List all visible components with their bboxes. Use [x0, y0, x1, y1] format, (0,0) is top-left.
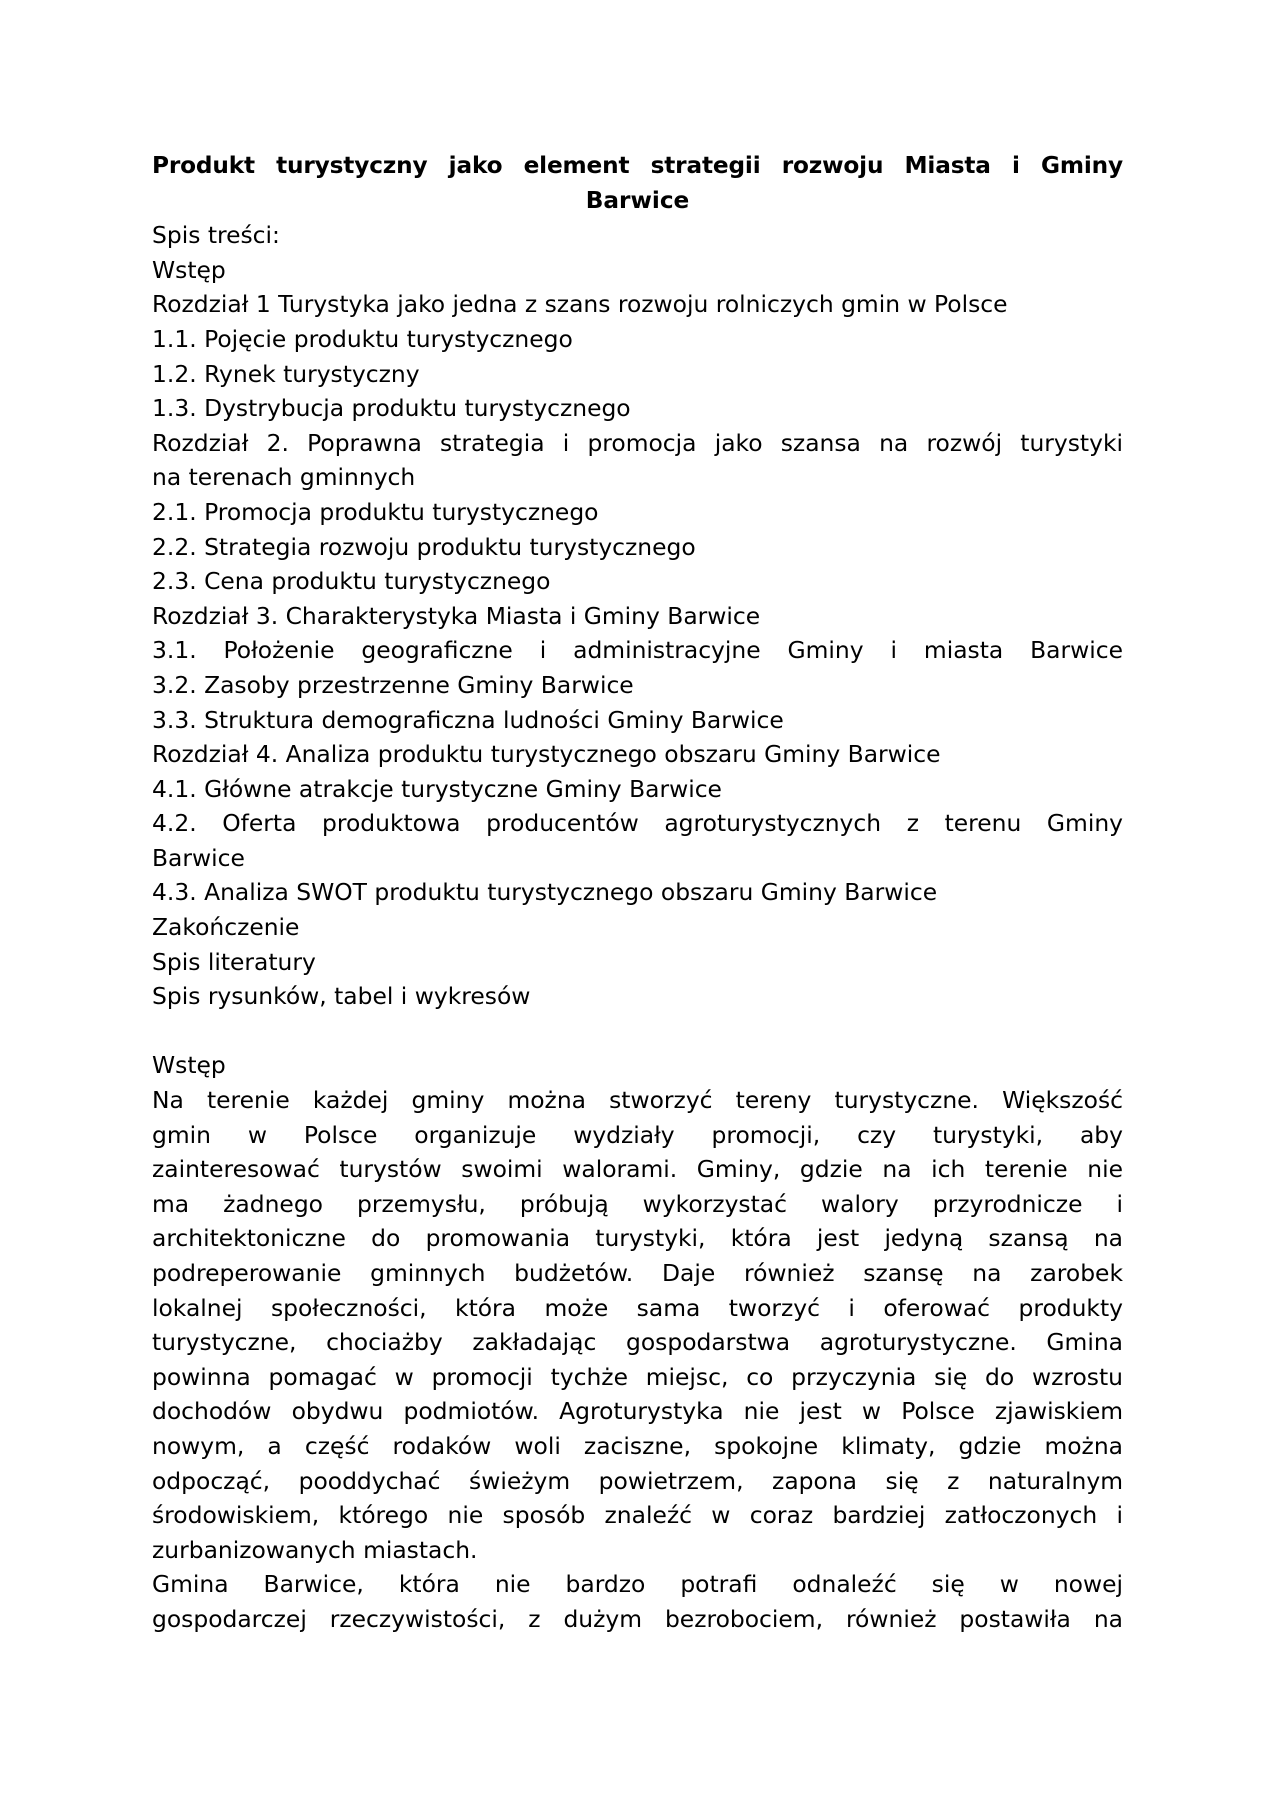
- toc-item: 1.1. Pojęcie produktu turystycznego: [152, 324, 573, 353]
- paragraph-line: ma żadnego przemysłu, próbują wykorzystać walory przyrodnicze i: [152, 1189, 1123, 1218]
- paragraph-line: zainteresować turystów swoimi walorami. Gminy, gdzie na ich terenie nie: [152, 1155, 1123, 1184]
- toc-item: Zakończenie: [152, 913, 300, 942]
- paragraph-line: nowym, a część rodaków woli zaciszne, spokojne klimaty, gdzie można: [152, 1431, 1123, 1460]
- toc-heading: Spis treści:: [152, 221, 280, 250]
- paragraph-line: powinna pomagać w promocji tychże miejsc, co przyczynia się do wzrostu: [152, 1362, 1123, 1391]
- paragraph-line: lokalnej społeczności, która może sama tworzyć i oferować produkty: [152, 1293, 1123, 1322]
- intro-body: [152, 1083, 1123, 1637]
- paragraph: [152, 1083, 1123, 1567]
- paragraph: [152, 1567, 1123, 1636]
- paragraph-line: Gmina Barwice, która nie bardzo potrafi odnaleźć się w nowej: [152, 1570, 1123, 1599]
- toc-item: Rozdział 3. Charakterystyka Miasta i Gminy Barwice: [152, 601, 761, 630]
- document-title-line-1: Produkt turystyczny jako element strategii rozwoju Miasta i Gminy: [152, 152, 1123, 179]
- paragraph-line: architektoniczne do promowania turystyki, która jest jedyną szansą na: [152, 1224, 1123, 1253]
- toc-item: 2.1. Promocja produktu turystycznego: [152, 497, 599, 526]
- paragraph-line: zurbanizowanych miastach.: [152, 1535, 478, 1564]
- table-of-contents: [152, 253, 1123, 1014]
- toc-item: 2.2. Strategia rozwoju produktu turystycznego: [152, 532, 696, 561]
- paragraph-line: podreperowanie gminnych budżetów. Daje również szansę na zarobek: [152, 1259, 1123, 1287]
- toc-item: 4.3. Analiza SWOT produktu turystycznego obszaru Gminy Barwice: [152, 878, 938, 907]
- intro-heading: Wstęp: [152, 1051, 226, 1080]
- toc-item: Spis rysunków, tabel i wykresów: [152, 982, 531, 1011]
- toc-item: 1.2. Rynek turystyczny: [152, 359, 420, 388]
- toc-item: 4.1. Główne atrakcje turystyczne Gminy Barwice: [152, 774, 722, 803]
- blank-line: [152, 1014, 1123, 1049]
- document-page: [152, 149, 1123, 1637]
- document-title-line-2: Barwice: [585, 186, 690, 214]
- toc-item: Rozdział 2. Poprawna strategia i promocja jako szansa na rozwój turystyki: [152, 428, 1123, 457]
- toc-item: na terenach gminnych: [152, 463, 416, 492]
- toc-item: 1.3. Dystrybucja produktu turystycznego: [152, 394, 631, 423]
- toc-item: 3.2. Zasoby przestrzenne Gminy Barwice: [152, 670, 634, 699]
- toc-item: Wstęp: [152, 255, 226, 284]
- toc-item: 3.1. Położenie geograficzne i administracyjne Gminy i miasta Barwice: [152, 636, 1123, 665]
- toc-item: Rozdział 1 Turystyka jako jedna z szans rozwoju rolniczych gmin w Polsce: [152, 290, 1008, 319]
- toc-item: 4.2. Oferta produktowa producentów agroturystycznych z terenu Gminy: [152, 809, 1123, 838]
- paragraph-line: gospodarczej rzeczywistości, z dużym bezrobociem, również postawiła na: [152, 1604, 1123, 1633]
- paragraph-line: gmin w Polsce organizuje wydziały promocji, czy turystyki, aby: [152, 1120, 1123, 1149]
- paragraph-line: Na terenie każdej gminy można stworzyć tereny turystyczne. Większość: [152, 1086, 1123, 1115]
- paragraph-line: turystyczne, chociażby zakładając gospodarstwa agroturystyczne. Gmina: [152, 1328, 1123, 1357]
- paragraph-line: odpocząć, pooddychać świeżym powietrzem, zapona się z naturalnym: [152, 1466, 1123, 1495]
- toc-item: 2.3. Cena produktu turystycznego: [152, 567, 551, 596]
- toc-item: Spis literatury: [152, 947, 316, 976]
- paragraph-line: środowiskiem, którego nie sposób znaleźć w coraz bardziej zatłoczonych i: [152, 1501, 1123, 1530]
- toc-item: Rozdział 4. Analiza produktu turystycznego obszaru Gminy Barwice: [152, 740, 941, 769]
- toc-item: Barwice: [152, 843, 245, 872]
- paragraph-line: dochodów obydwu podmiotów. Agroturystyka nie jest w Polsce zjawiskiem: [152, 1397, 1123, 1426]
- toc-item: 3.3. Struktura demograficzna ludności Gminy Barwice: [152, 705, 784, 734]
